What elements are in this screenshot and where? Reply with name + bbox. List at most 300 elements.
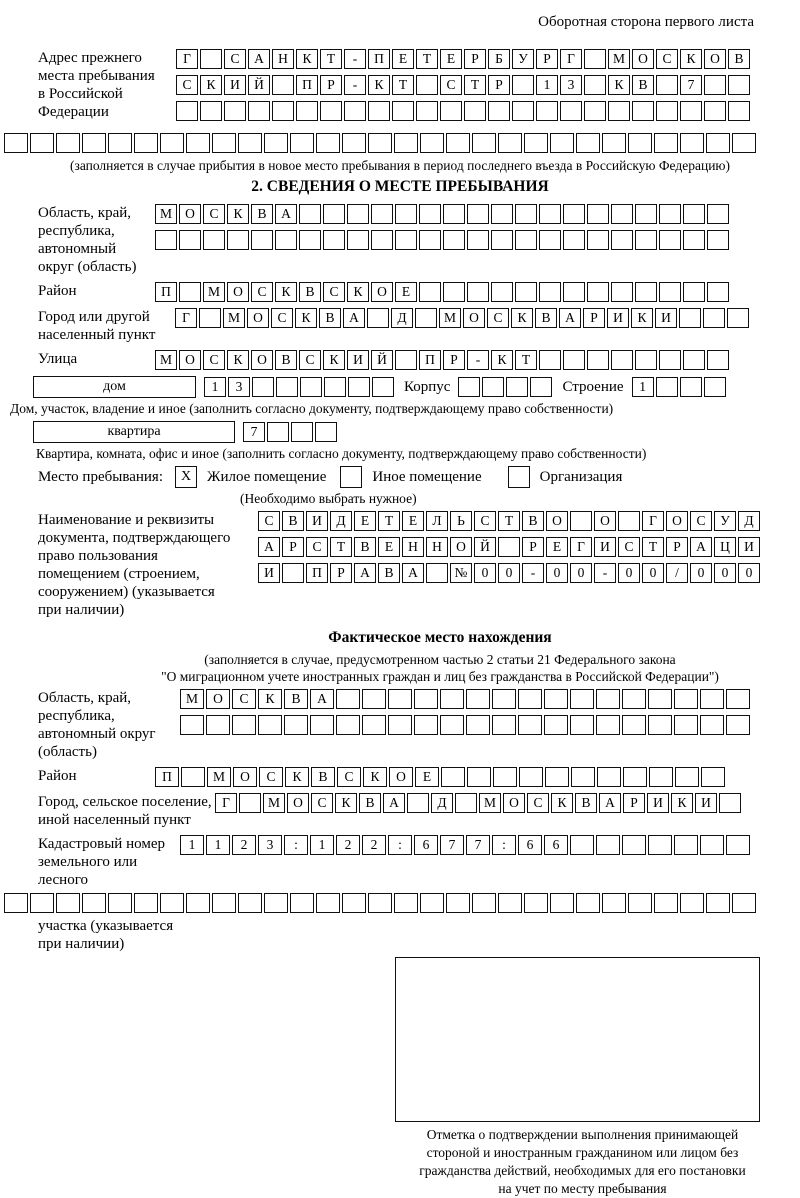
char-cell[interactable] [512, 101, 534, 121]
char-cell[interactable] [539, 204, 561, 224]
char-cell[interactable]: - [344, 75, 366, 95]
char-cell[interactable] [506, 377, 528, 397]
char-cell[interactable] [530, 377, 552, 397]
char-cell[interactable]: 0 [570, 563, 592, 583]
char-cell[interactable]: С [259, 767, 283, 787]
char-cell[interactable]: Т [392, 75, 414, 95]
char-cell[interactable] [596, 835, 620, 855]
char-cell[interactable]: Е [378, 537, 400, 557]
char-cell[interactable] [368, 101, 390, 121]
char-cell[interactable]: И [647, 793, 669, 813]
char-cell[interactable]: С [440, 75, 462, 95]
char-cell[interactable] [239, 793, 261, 813]
char-cell[interactable]: И [607, 308, 629, 328]
char-cell[interactable] [563, 230, 585, 250]
char-cell[interactable] [648, 835, 672, 855]
char-cell[interactable] [488, 101, 510, 121]
char-cell[interactable] [291, 422, 313, 442]
char-cell[interactable] [611, 282, 633, 302]
char-cell[interactable]: А [599, 793, 621, 813]
char-cell[interactable] [611, 204, 633, 224]
char-cell[interactable]: П [155, 282, 177, 302]
char-cell[interactable]: С [258, 511, 280, 531]
char-cell[interactable]: 1 [204, 377, 226, 397]
char-cell[interactable] [635, 230, 657, 250]
char-cell[interactable] [656, 377, 678, 397]
char-cell[interactable] [200, 101, 222, 121]
char-cell[interactable]: В [378, 563, 400, 583]
char-cell[interactable] [584, 101, 606, 121]
char-cell[interactable]: Р [623, 793, 645, 813]
char-cell[interactable]: М [439, 308, 461, 328]
char-cell[interactable]: 0 [690, 563, 712, 583]
char-cell[interactable] [674, 689, 698, 709]
char-cell[interactable]: С [337, 767, 361, 787]
char-cell[interactable] [371, 204, 393, 224]
char-cell[interactable] [587, 350, 609, 370]
char-cell[interactable] [160, 893, 184, 913]
char-cell[interactable]: Т [378, 511, 400, 531]
char-cell[interactable] [544, 689, 568, 709]
char-cell[interactable] [680, 893, 704, 913]
char-cell[interactable] [206, 715, 230, 735]
char-cell[interactable] [186, 893, 210, 913]
char-cell[interactable] [628, 893, 652, 913]
char-cell[interactable] [467, 204, 489, 224]
char-cell[interactable] [299, 230, 321, 250]
char-cell[interactable] [186, 133, 210, 153]
char-cell[interactable] [264, 893, 288, 913]
char-cell[interactable] [719, 793, 741, 813]
checkbox-organization[interactable] [508, 466, 530, 488]
char-cell[interactable] [498, 133, 522, 153]
char-cell[interactable]: К [335, 793, 357, 813]
char-cell[interactable] [320, 101, 342, 121]
char-cell[interactable] [679, 308, 701, 328]
char-cell[interactable]: : [492, 835, 516, 855]
char-cell[interactable]: 0 [474, 563, 496, 583]
char-cell[interactable] [492, 689, 516, 709]
char-cell[interactable] [683, 204, 705, 224]
char-cell[interactable]: И [655, 308, 677, 328]
char-cell[interactable] [466, 715, 490, 735]
char-cell[interactable]: С [656, 49, 678, 69]
char-cell[interactable] [707, 230, 729, 250]
char-cell[interactable]: М [207, 767, 231, 787]
char-cell[interactable] [371, 230, 393, 250]
char-cell[interactable] [628, 133, 652, 153]
char-cell[interactable]: 7 [440, 835, 464, 855]
char-cell[interactable] [648, 715, 672, 735]
char-cell[interactable]: Р [320, 75, 342, 95]
char-cell[interactable]: Р [443, 350, 465, 370]
char-cell[interactable]: К [511, 308, 533, 328]
char-cell[interactable] [632, 101, 654, 121]
char-cell[interactable]: - [344, 49, 366, 69]
char-cell[interactable] [362, 689, 386, 709]
char-cell[interactable] [264, 133, 288, 153]
char-cell[interactable]: А [258, 537, 280, 557]
char-cell[interactable] [426, 563, 448, 583]
char-cell[interactable] [703, 308, 725, 328]
char-cell[interactable] [258, 715, 282, 735]
char-cell[interactable] [316, 133, 340, 153]
char-cell[interactable] [272, 101, 294, 121]
char-cell[interactable] [519, 767, 543, 787]
char-cell[interactable]: У [714, 511, 736, 531]
char-cell[interactable]: А [310, 689, 334, 709]
char-cell[interactable] [30, 893, 54, 913]
char-cell[interactable]: И [306, 511, 328, 531]
char-cell[interactable] [224, 101, 246, 121]
char-cell[interactable] [498, 893, 522, 913]
char-cell[interactable]: С [203, 204, 225, 224]
char-cell[interactable]: В [575, 793, 597, 813]
char-cell[interactable] [656, 75, 678, 95]
char-cell[interactable] [704, 377, 726, 397]
char-cell[interactable] [414, 715, 438, 735]
char-cell[interactable]: П [419, 350, 441, 370]
char-cell[interactable]: С [311, 793, 333, 813]
char-cell[interactable] [30, 133, 54, 153]
char-cell[interactable]: О [206, 689, 230, 709]
char-cell[interactable]: 0 [546, 563, 568, 583]
char-cell[interactable]: А [402, 563, 424, 583]
char-cell[interactable] [654, 893, 678, 913]
char-cell[interactable] [704, 101, 726, 121]
char-cell[interactable] [342, 133, 366, 153]
char-cell[interactable] [336, 715, 360, 735]
char-cell[interactable]: К [295, 308, 317, 328]
char-cell[interactable] [440, 715, 464, 735]
char-cell[interactable] [416, 101, 438, 121]
char-cell[interactable] [570, 835, 594, 855]
char-cell[interactable]: П [296, 75, 318, 95]
char-cell[interactable]: С [299, 350, 321, 370]
char-cell[interactable] [299, 204, 321, 224]
char-cell[interactable] [443, 204, 465, 224]
char-cell[interactable] [515, 282, 537, 302]
char-cell[interactable] [394, 133, 418, 153]
char-cell[interactable] [727, 308, 749, 328]
char-cell[interactable] [367, 308, 389, 328]
char-cell[interactable] [635, 204, 657, 224]
char-cell[interactable] [576, 893, 600, 913]
char-cell[interactable] [276, 377, 298, 397]
char-cell[interactable]: Г [560, 49, 582, 69]
char-cell[interactable] [674, 835, 698, 855]
char-cell[interactable] [550, 133, 574, 153]
char-cell[interactable] [563, 350, 585, 370]
char-cell[interactable]: С [271, 308, 293, 328]
char-cell[interactable]: Й [474, 537, 496, 557]
char-cell[interactable]: О [450, 537, 472, 557]
char-cell[interactable] [212, 133, 236, 153]
char-cell[interactable]: Л [426, 511, 448, 531]
char-cell[interactable]: В [632, 75, 654, 95]
char-cell[interactable] [252, 377, 274, 397]
char-cell[interactable]: Б [488, 49, 510, 69]
char-cell[interactable]: В [728, 49, 750, 69]
char-cell[interactable] [251, 230, 273, 250]
char-cell[interactable] [706, 893, 730, 913]
char-cell[interactable] [536, 101, 558, 121]
char-cell[interactable] [545, 767, 569, 787]
char-cell[interactable]: К [285, 767, 309, 787]
char-cell[interactable] [515, 230, 537, 250]
char-cell[interactable] [4, 893, 28, 913]
char-cell[interactable]: В [522, 511, 544, 531]
char-cell[interactable]: М [155, 204, 177, 224]
char-cell[interactable] [518, 715, 542, 735]
char-cell[interactable]: И [738, 537, 760, 557]
char-cell[interactable] [611, 230, 633, 250]
char-cell[interactable] [571, 767, 595, 787]
char-cell[interactable]: С [323, 282, 345, 302]
char-cell[interactable] [290, 893, 314, 913]
char-cell[interactable]: И [258, 563, 280, 583]
char-cell[interactable] [446, 133, 470, 153]
char-cell[interactable]: Р [536, 49, 558, 69]
char-cell[interactable]: Р [464, 49, 486, 69]
char-cell[interactable] [227, 230, 249, 250]
char-cell[interactable] [415, 308, 437, 328]
char-cell[interactable] [550, 893, 574, 913]
char-cell[interactable]: О [179, 350, 201, 370]
char-cell[interactable]: С [224, 49, 246, 69]
char-cell[interactable]: Д [391, 308, 413, 328]
char-cell[interactable]: С [527, 793, 549, 813]
char-cell[interactable] [570, 715, 594, 735]
char-cell[interactable] [467, 230, 489, 250]
char-cell[interactable]: 3 [228, 377, 250, 397]
char-cell[interactable]: 0 [618, 563, 640, 583]
char-cell[interactable] [310, 715, 334, 735]
char-cell[interactable]: О [503, 793, 525, 813]
char-cell[interactable] [458, 377, 480, 397]
char-cell[interactable]: 6 [518, 835, 542, 855]
char-cell[interactable]: П [306, 563, 328, 583]
char-cell[interactable]: О [251, 350, 273, 370]
char-cell[interactable] [108, 893, 132, 913]
char-cell[interactable]: Т [515, 350, 537, 370]
char-cell[interactable] [539, 230, 561, 250]
char-cell[interactable] [316, 893, 340, 913]
char-cell[interactable]: К [671, 793, 693, 813]
char-cell[interactable] [618, 511, 640, 531]
char-cell[interactable]: О [233, 767, 257, 787]
char-cell[interactable]: К [227, 350, 249, 370]
char-cell[interactable]: В [284, 689, 308, 709]
char-cell[interactable]: О [594, 511, 616, 531]
char-cell[interactable]: К [275, 282, 297, 302]
char-cell[interactable]: : [284, 835, 308, 855]
char-cell[interactable] [134, 893, 158, 913]
char-cell[interactable]: М [263, 793, 285, 813]
char-cell[interactable] [704, 75, 726, 95]
char-cell[interactable] [108, 133, 132, 153]
char-cell[interactable]: 1 [536, 75, 558, 95]
char-cell[interactable]: С [690, 511, 712, 531]
char-cell[interactable] [683, 282, 705, 302]
char-cell[interactable] [596, 689, 620, 709]
char-cell[interactable] [344, 101, 366, 121]
char-cell[interactable] [348, 377, 370, 397]
char-cell[interactable]: А [343, 308, 365, 328]
char-cell[interactable]: О [287, 793, 309, 813]
char-cell[interactable] [82, 893, 106, 913]
char-cell[interactable] [563, 282, 585, 302]
char-cell[interactable] [622, 835, 646, 855]
char-cell[interactable]: 2 [336, 835, 360, 855]
char-cell[interactable]: К [631, 308, 653, 328]
char-cell[interactable] [420, 893, 444, 913]
char-cell[interactable] [515, 204, 537, 224]
char-cell[interactable]: 2 [232, 835, 256, 855]
char-cell[interactable] [539, 282, 561, 302]
char-cell[interactable]: Г [642, 511, 664, 531]
char-cell[interactable]: - [522, 563, 544, 583]
char-cell[interactable]: Д [330, 511, 352, 531]
char-cell[interactable] [728, 101, 750, 121]
char-cell[interactable] [443, 230, 465, 250]
char-cell[interactable] [654, 133, 678, 153]
char-cell[interactable] [608, 101, 630, 121]
char-cell[interactable]: К [491, 350, 513, 370]
char-cell[interactable] [395, 204, 417, 224]
char-cell[interactable] [467, 282, 489, 302]
char-cell[interactable]: Й [371, 350, 393, 370]
char-cell[interactable]: : [388, 835, 412, 855]
char-cell[interactable] [300, 377, 322, 397]
char-cell[interactable]: 3 [560, 75, 582, 95]
char-cell[interactable] [392, 101, 414, 121]
char-cell[interactable] [732, 893, 756, 913]
char-cell[interactable] [324, 377, 346, 397]
char-cell[interactable] [160, 133, 184, 153]
char-cell[interactable]: А [690, 537, 712, 557]
char-cell[interactable] [441, 767, 465, 787]
char-cell[interactable] [726, 689, 750, 709]
char-cell[interactable]: Ц [714, 537, 736, 557]
char-cell[interactable] [419, 204, 441, 224]
char-cell[interactable]: А [354, 563, 376, 583]
char-cell[interactable] [212, 893, 236, 913]
char-cell[interactable] [440, 101, 462, 121]
char-cell[interactable]: Т [498, 511, 520, 531]
char-cell[interactable] [180, 715, 204, 735]
char-cell[interactable] [649, 767, 673, 787]
char-cell[interactable]: В [299, 282, 321, 302]
char-cell[interactable] [155, 230, 177, 250]
char-cell[interactable] [347, 230, 369, 250]
char-cell[interactable]: 7 [243, 422, 265, 442]
char-cell[interactable] [440, 689, 464, 709]
char-cell[interactable] [635, 350, 657, 370]
char-cell[interactable]: Т [642, 537, 664, 557]
house-field-box[interactable]: дом [33, 376, 196, 398]
char-cell[interactable]: Р [330, 563, 352, 583]
char-cell[interactable]: - [594, 563, 616, 583]
char-cell[interactable] [726, 715, 750, 735]
char-cell[interactable]: А [248, 49, 270, 69]
char-cell[interactable] [680, 133, 704, 153]
char-cell[interactable] [570, 511, 592, 531]
char-cell[interactable] [635, 282, 657, 302]
char-cell[interactable] [680, 377, 702, 397]
char-cell[interactable] [203, 230, 225, 250]
char-cell[interactable] [199, 308, 221, 328]
char-cell[interactable]: И [594, 537, 616, 557]
char-cell[interactable]: Н [272, 49, 294, 69]
char-cell[interactable] [200, 49, 222, 69]
char-cell[interactable]: 0 [738, 563, 760, 583]
char-cell[interactable]: Д [431, 793, 453, 813]
char-cell[interactable] [181, 767, 205, 787]
char-cell[interactable]: 7 [466, 835, 490, 855]
char-cell[interactable] [524, 133, 548, 153]
char-cell[interactable] [282, 563, 304, 583]
char-cell[interactable]: О [666, 511, 688, 531]
char-cell[interactable]: - [467, 350, 489, 370]
char-cell[interactable] [491, 204, 513, 224]
char-cell[interactable] [56, 893, 80, 913]
char-cell[interactable] [284, 715, 308, 735]
char-cell[interactable]: Т [464, 75, 486, 95]
char-cell[interactable] [659, 204, 681, 224]
char-cell[interactable] [368, 893, 392, 913]
char-cell[interactable] [706, 133, 730, 153]
char-cell[interactable]: Р [488, 75, 510, 95]
char-cell[interactable]: К [258, 689, 282, 709]
char-cell[interactable] [622, 715, 646, 735]
char-cell[interactable]: С [618, 537, 640, 557]
char-cell[interactable] [267, 422, 289, 442]
char-cell[interactable] [455, 793, 477, 813]
char-cell[interactable] [414, 689, 438, 709]
char-cell[interactable] [323, 230, 345, 250]
char-cell[interactable]: И [224, 75, 246, 95]
char-cell[interactable]: 1 [206, 835, 230, 855]
char-cell[interactable]: С [251, 282, 273, 302]
char-cell[interactable] [472, 893, 496, 913]
char-cell[interactable] [700, 715, 724, 735]
char-cell[interactable] [512, 75, 534, 95]
char-cell[interactable]: М [608, 49, 630, 69]
char-cell[interactable] [602, 893, 626, 913]
char-cell[interactable] [395, 350, 417, 370]
char-cell[interactable] [518, 689, 542, 709]
char-cell[interactable] [347, 204, 369, 224]
apartment-field-box[interactable]: квартира [33, 421, 235, 443]
char-cell[interactable] [492, 715, 516, 735]
char-cell[interactable]: М [180, 689, 204, 709]
char-cell[interactable] [232, 715, 256, 735]
char-cell[interactable] [659, 282, 681, 302]
char-cell[interactable]: 6 [414, 835, 438, 855]
char-cell[interactable]: И [695, 793, 717, 813]
char-cell[interactable] [674, 715, 698, 735]
char-cell[interactable] [683, 350, 705, 370]
char-cell[interactable] [464, 101, 486, 121]
char-cell[interactable] [707, 350, 729, 370]
char-cell[interactable]: С [487, 308, 509, 328]
char-cell[interactable]: Е [546, 537, 568, 557]
char-cell[interactable] [675, 767, 699, 787]
char-cell[interactable]: / [666, 563, 688, 583]
char-cell[interactable] [596, 715, 620, 735]
char-cell[interactable]: О [546, 511, 568, 531]
